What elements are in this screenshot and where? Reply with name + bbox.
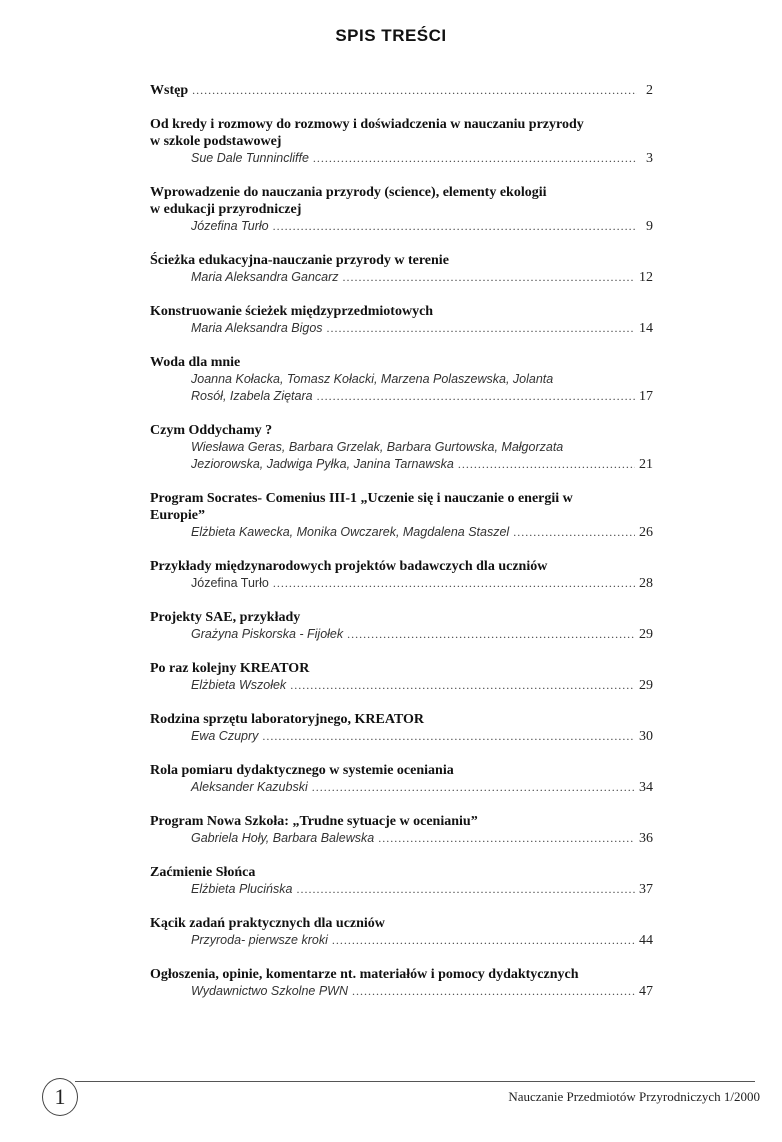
page-number: 12 (639, 270, 653, 285)
dot-leader (296, 881, 635, 898)
toc-entry[interactable] (150, 711, 653, 745)
dot-leader (378, 830, 635, 847)
entry-author: Maria Aleksandra Bigos (191, 321, 323, 335)
entry-title: Projekty SAE, przykłady (150, 610, 301, 625)
entry-title: w edukacji przyrodniczej (150, 202, 302, 217)
entry-author: Elżbieta Wszołek (191, 678, 287, 692)
dot-leader (327, 320, 635, 337)
entry-title: Ścieżka edukacyjna-nauczanie przyrody w terenie (150, 253, 449, 268)
entry-title: Rola pomiaru dydaktycznego w systemie oceniania (150, 763, 454, 778)
dot-leader (343, 269, 635, 286)
entry-author: Grażyna Piskorska - Fijołek (191, 627, 344, 641)
page-number: 14 (639, 321, 653, 336)
journal-footer: Nauczanie Przedmiotów Przyrodniczych 1/2000 (508, 1089, 760, 1104)
toc-entry[interactable] (150, 966, 653, 1000)
entry-author: Elżbieta Plucińska (191, 882, 293, 896)
entry-title: Program Nowa Szkoła: „Trudne sytuacje w ocenianiu” (150, 814, 478, 829)
page-number: 26 (639, 525, 653, 540)
toc-entry[interactable] (150, 609, 653, 643)
entry-author: Jeziorowska, Jadwiga Pyłka, Janina Tarnawska (191, 457, 454, 471)
dot-leader (262, 728, 635, 745)
dot-leader (317, 388, 635, 405)
toc-entry[interactable] (150, 490, 653, 541)
entry-title: Wstęp (150, 83, 189, 98)
footer-rule (75, 1081, 755, 1082)
entry-author: Józefina Turło (191, 219, 269, 233)
toc-entry[interactable] (150, 813, 653, 847)
entry-title: Konstruowanie ścieżek międzyprzedmiotowych (150, 304, 434, 319)
entry-author: Aleksander Kazubski (191, 780, 308, 794)
dot-leader (332, 932, 635, 949)
dot-leader (312, 779, 635, 796)
page-number: 28 (639, 576, 653, 591)
dot-leader (290, 677, 635, 694)
page-number: 30 (639, 729, 653, 744)
entry-title: w szkole podstawowej (150, 134, 282, 149)
entry-title: Po raz kolejny KREATOR (150, 661, 310, 676)
entry-title: Woda dla mnie (150, 355, 241, 370)
toc-entry[interactable] (150, 422, 653, 473)
entry-author: Gabriela Hoły, Barbara Balewska (191, 831, 375, 845)
toc-entry[interactable] (150, 116, 653, 167)
entry-author: Ewa Czupry (191, 729, 259, 743)
toc-entry[interactable] (150, 864, 653, 898)
toc-entry[interactable] (150, 303, 653, 337)
dot-leader (273, 575, 635, 592)
entry-title: Kącik zadań praktycznych dla uczniów (150, 916, 385, 931)
dot-leader (352, 983, 635, 1000)
page-number: 21 (639, 457, 653, 472)
entry-author: Elżbieta Kawecka, Monika Owczarek, Magdalena Staszel (191, 525, 510, 539)
dot-leader (192, 83, 637, 98)
entry-author: Maria Aleksandra Gancarz (191, 270, 339, 284)
page-number: 9 (646, 219, 653, 234)
page-number: 17 (639, 389, 653, 404)
page-number: 34 (639, 780, 653, 795)
dot-leader (273, 218, 637, 235)
entry-title: Przykłady międzynarodowych projektów badawczych dla uczniów (150, 559, 548, 574)
entry-title: Czym Oddychamy ? (150, 423, 273, 438)
page-number: 47 (639, 984, 653, 999)
page-number-badge: 1 (42, 1078, 78, 1116)
toc-entry[interactable] (150, 82, 653, 99)
toc-entry[interactable] (150, 915, 653, 949)
entry-author: Joanna Kołacka, Tomasz Kołacki, Marzena Polaszewska, Jolanta (191, 372, 554, 386)
entry-title: Program Socrates- Comenius III-1 „Uczenie się i nauczanie o energii w (150, 491, 573, 506)
entry-author: Rosół, Izabela Ziętara (191, 389, 313, 403)
page-number: 2 (646, 83, 653, 98)
toc-entry[interactable] (150, 184, 653, 235)
entry-title: Wprowadzenie do nauczania przyrody (science), elementy ekologii (150, 185, 547, 200)
dot-leader (313, 150, 637, 167)
page-title: SPIS TREŚCI (335, 26, 447, 45)
page-number: 29 (639, 678, 653, 693)
entry-title: Zaćmienie Słońca (150, 865, 256, 880)
entry-author: Wiesława Geras, Barbara Grzelak, Barbara Gurtowska, Małgorzata (191, 440, 564, 454)
page-number: 44 (639, 933, 653, 948)
toc-entry[interactable] (150, 558, 653, 592)
dot-leader (347, 626, 635, 643)
entry-author: Przyroda- pierwsze kroki (191, 933, 328, 947)
toc-entry[interactable] (150, 660, 653, 694)
toc-entry[interactable] (150, 762, 653, 796)
page-number: 3 (646, 151, 653, 166)
entry-title: Od kredy i rozmowy do rozmowy i doświadczenia w nauczaniu przyrody (150, 117, 584, 132)
page-number: 36 (639, 831, 653, 846)
page-number: 37 (639, 882, 653, 897)
table-of-contents (150, 82, 653, 1000)
entry-author: Józefina Turło (191, 576, 269, 590)
toc-entry[interactable] (150, 252, 653, 286)
entry-title: Ogłoszenia, opinie, komentarze nt. materiałów i pomocy dydaktycznych (150, 967, 579, 982)
entry-title: Europie” (150, 508, 205, 523)
toc-entry[interactable] (150, 354, 653, 405)
entry-author: Wydawnictwo Szkolne PWN (191, 984, 348, 998)
page-number: 29 (639, 627, 653, 642)
dot-leader (513, 524, 635, 541)
entry-title: Rodzina sprzętu laboratoryjnego, KREATOR (150, 712, 425, 727)
entry-author: Sue Dale Tunnincliffe (191, 151, 309, 165)
dot-leader (458, 456, 635, 473)
